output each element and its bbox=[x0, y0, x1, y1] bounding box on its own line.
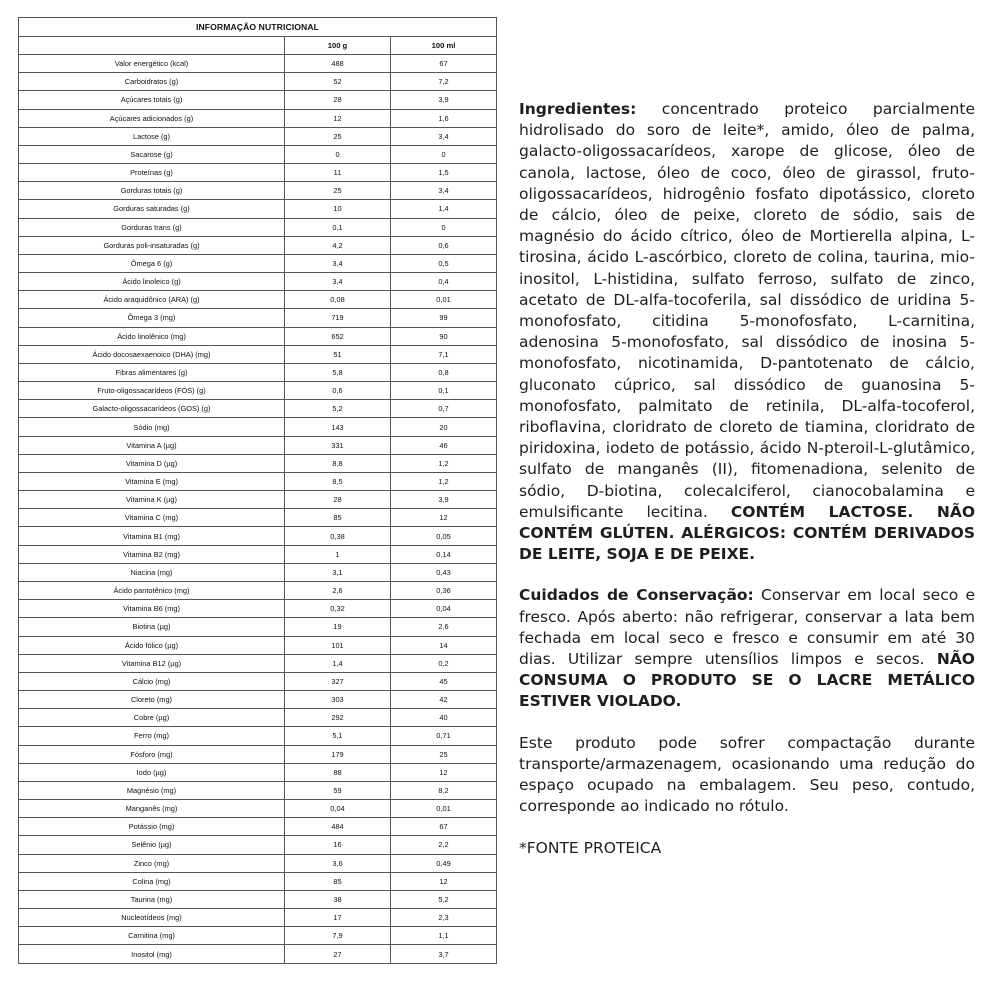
nutrient-name-cell: Nucleotídeos (mg) bbox=[19, 909, 285, 927]
per-100g-value-cell: 27 bbox=[285, 945, 391, 963]
nutrition-row bbox=[19, 55, 497, 73]
nutrition-row bbox=[19, 218, 497, 236]
per-100ml-value-cell: 0,6 bbox=[391, 236, 497, 254]
nutrition-row bbox=[19, 200, 497, 218]
nutrition-row bbox=[19, 763, 497, 781]
per-100g-value-cell: 8,5 bbox=[285, 472, 391, 490]
nutrition-row bbox=[19, 454, 497, 472]
nutrient-column-header bbox=[19, 37, 285, 55]
nutrient-name-cell: Ácido linolênico (mg) bbox=[19, 327, 285, 345]
nutrition-row bbox=[19, 890, 497, 908]
nutrition-row bbox=[19, 927, 497, 945]
per-100g-value-cell: 484 bbox=[285, 818, 391, 836]
per-100ml-value-cell: 2,2 bbox=[391, 836, 497, 854]
per-100ml-value-cell: 1,4 bbox=[391, 200, 497, 218]
nutrition-row bbox=[19, 781, 497, 799]
ingredients-text: concentrado proteico parcialmente hidrolisado do soro de leite*, amido, óleo de palma, galacto-oligossacarídeos, xarope de glicose, óleo de canola, lactose, óleo de coco, óleo de girassol, fruto-oligossacarídeos, hidrogênio fosfato dipotássico, cloreto de cálcio, óleo de peixe, cloreto de sódio, sais de magnésio do ácido cítrico, óleo de Mortierella alpina, L-tirosina, ácido L-ascórbico, cloreto de colina, taurina, mio-inositol, L-histidina, sulfato ferroso, sulfato de zinco, acetato de DL-alfa-tocoferila, sal dissódico de uridina 5-monofosfato, citidina 5-monofosfato, L-carnitina, adenosina 5-monofosfato, sal dissódico de inosina 5-monofosfato, nicotinamida, D-pantotenato de cálcio, gluconato cúprico, sal dissódico de guanosina 5-monofosfato, palmitato de retinila, DL-alfa-tocoferol, riboflavina, cloridrato de cloreto de tiamina, cloridrato de piridoxina, iodeto de potássio, ácido N-pteroil-L-glutâmico, sulfato de manganês (II), fitomenadiona, selenito de sódio, D-biotina, colecalciferol, cianocobalamina e emulsificante lecitina. bbox=[519, 100, 975, 521]
protein-source-footnote: *FONTE PROTEICA bbox=[519, 838, 662, 857]
nutrient-name-cell: Sódio (mg) bbox=[19, 418, 285, 436]
per-100ml-value-cell: 0,01 bbox=[391, 291, 497, 309]
per-100g-value-cell: 11 bbox=[285, 164, 391, 182]
nutrient-name-cell: Magnésio (mg) bbox=[19, 781, 285, 799]
per-100ml-value-cell: 90 bbox=[391, 327, 497, 345]
per-100g-value-cell: 51 bbox=[285, 345, 391, 363]
per-100ml-value-cell: 67 bbox=[391, 818, 497, 836]
per-100g-value-cell: 488 bbox=[285, 55, 391, 73]
per-100g-value-cell: 3,6 bbox=[285, 854, 391, 872]
nutrition-row bbox=[19, 363, 497, 381]
per-100g-column-header: 100 g bbox=[285, 37, 391, 55]
per-100ml-value-cell: 67 bbox=[391, 55, 497, 73]
nutrient-name-cell: Vitamina B12 (µg) bbox=[19, 654, 285, 672]
nutrition-row bbox=[19, 109, 497, 127]
per-100g-value-cell: 101 bbox=[285, 636, 391, 654]
per-100g-value-cell: 0,1 bbox=[285, 218, 391, 236]
per-100ml-value-cell: 0 bbox=[391, 218, 497, 236]
per-100ml-value-cell: 46 bbox=[391, 436, 497, 454]
nutrient-name-cell: Colina (mg) bbox=[19, 872, 285, 890]
nutrition-header-row bbox=[19, 37, 497, 55]
nutrition-table-body bbox=[19, 55, 497, 964]
nutrient-name-cell: Cloreto (mg) bbox=[19, 691, 285, 709]
per-100ml-value-cell: 0,49 bbox=[391, 854, 497, 872]
per-100ml-value-cell: 1,5 bbox=[391, 164, 497, 182]
nutrient-name-cell: Selênio (µg) bbox=[19, 836, 285, 854]
nutrient-name-cell: Carnitina (mg) bbox=[19, 927, 285, 945]
nutrient-name-cell: Ácido pantotênico (mg) bbox=[19, 581, 285, 599]
per-100ml-value-cell: 0,5 bbox=[391, 254, 497, 272]
nutrient-name-cell: Ferro (mg) bbox=[19, 727, 285, 745]
nutrition-row bbox=[19, 345, 497, 363]
per-100ml-value-cell: 2,6 bbox=[391, 618, 497, 636]
nutrient-name-cell: Ácido araquidônico (ARA) (g) bbox=[19, 291, 285, 309]
conservation-paragraph bbox=[519, 585, 975, 712]
per-100ml-value-cell: 12 bbox=[391, 763, 497, 781]
nutrition-row bbox=[19, 236, 497, 254]
nutrition-row bbox=[19, 672, 497, 690]
per-100g-value-cell: 28 bbox=[285, 91, 391, 109]
nutrient-name-cell: Açúcares adicionados (g) bbox=[19, 109, 285, 127]
nutrition-row bbox=[19, 164, 497, 182]
per-100g-value-cell: 59 bbox=[285, 781, 391, 799]
nutrition-row bbox=[19, 418, 497, 436]
nutrition-row bbox=[19, 309, 497, 327]
nutrient-name-cell: Fruto-oligossacarídeos (FOS) (g) bbox=[19, 382, 285, 400]
nutrient-name-cell: Galacto-oligossacarídeos (GOS) (g) bbox=[19, 400, 285, 418]
nutrient-name-cell: Biotina (µg) bbox=[19, 618, 285, 636]
nutrition-row bbox=[19, 909, 497, 927]
per-100g-value-cell: 2,6 bbox=[285, 581, 391, 599]
nutrient-name-cell: Lactose (g) bbox=[19, 127, 285, 145]
nutrient-name-cell: Ácido fólico (µg) bbox=[19, 636, 285, 654]
per-100g-value-cell: 28 bbox=[285, 491, 391, 509]
per-100g-value-cell: 88 bbox=[285, 763, 391, 781]
per-100ml-value-cell: 8,2 bbox=[391, 781, 497, 799]
per-100g-value-cell: 303 bbox=[285, 691, 391, 709]
nutrient-name-cell: Taurina (mg) bbox=[19, 890, 285, 908]
nutrient-name-cell: Proteínas (g) bbox=[19, 164, 285, 182]
per-100g-value-cell: 8,8 bbox=[285, 454, 391, 472]
per-100g-value-cell: 5,1 bbox=[285, 727, 391, 745]
nutrition-row bbox=[19, 818, 497, 836]
nutrition-row bbox=[19, 400, 497, 418]
nutrient-name-cell: Sacarose (g) bbox=[19, 145, 285, 163]
nutrition-row bbox=[19, 727, 497, 745]
per-100ml-value-cell: 0,14 bbox=[391, 545, 497, 563]
per-100ml-value-cell: 3,9 bbox=[391, 491, 497, 509]
nutrition-row bbox=[19, 581, 497, 599]
nutrient-name-cell: Vitamina B1 (mg) bbox=[19, 527, 285, 545]
nutrition-row bbox=[19, 509, 497, 527]
per-100g-value-cell: 17 bbox=[285, 909, 391, 927]
nutrition-row bbox=[19, 472, 497, 490]
per-100ml-value-cell: 14 bbox=[391, 636, 497, 654]
nutrition-row bbox=[19, 600, 497, 618]
nutrition-row bbox=[19, 145, 497, 163]
per-100ml-value-cell: 25 bbox=[391, 745, 497, 763]
per-100ml-value-cell: 3,4 bbox=[391, 127, 497, 145]
per-100ml-value-cell: 0,04 bbox=[391, 600, 497, 618]
compaction-note: Este produto pode sofrer compactação durante transporte/armazenagem, ocasionando uma redução do espaço ocupado na embalagem. Seu peso, contudo, corresponde ao indicado no rótulo. bbox=[519, 733, 975, 816]
nutrient-name-cell: Potássio (mg) bbox=[19, 818, 285, 836]
per-100ml-value-cell: 0 bbox=[391, 145, 497, 163]
nutrition-row bbox=[19, 654, 497, 672]
nutrition-row bbox=[19, 745, 497, 763]
nutrition-row bbox=[19, 636, 497, 654]
per-100g-value-cell: 5,8 bbox=[285, 363, 391, 381]
per-100g-value-cell: 0,04 bbox=[285, 800, 391, 818]
nutrient-name-cell: Valor energético (kcal) bbox=[19, 55, 285, 73]
nutrition-row bbox=[19, 709, 497, 727]
per-100ml-value-cell: 12 bbox=[391, 509, 497, 527]
per-100g-value-cell: 327 bbox=[285, 672, 391, 690]
per-100g-value-cell: 0,08 bbox=[285, 291, 391, 309]
nutrient-name-cell: Ácido linoleico (g) bbox=[19, 273, 285, 291]
nutrient-name-cell: Fibras alimentares (g) bbox=[19, 363, 285, 381]
per-100g-value-cell: 0 bbox=[285, 145, 391, 163]
per-100ml-value-cell: 0,4 bbox=[391, 273, 497, 291]
per-100ml-value-cell: 0,2 bbox=[391, 654, 497, 672]
per-100g-value-cell: 0,38 bbox=[285, 527, 391, 545]
per-100g-value-cell: 331 bbox=[285, 436, 391, 454]
nutrition-row bbox=[19, 127, 497, 145]
per-100ml-value-cell: 0,8 bbox=[391, 363, 497, 381]
per-100g-value-cell: 652 bbox=[285, 327, 391, 345]
per-100ml-value-cell: 1,6 bbox=[391, 109, 497, 127]
per-100g-value-cell: 38 bbox=[285, 890, 391, 908]
per-100g-value-cell: 85 bbox=[285, 872, 391, 890]
per-100g-value-cell: 52 bbox=[285, 73, 391, 91]
nutrient-name-cell: Niacina (mg) bbox=[19, 563, 285, 581]
nutrition-row bbox=[19, 382, 497, 400]
per-100g-value-cell: 179 bbox=[285, 745, 391, 763]
nutrition-row bbox=[19, 854, 497, 872]
per-100ml-value-cell: 99 bbox=[391, 309, 497, 327]
nutrition-row bbox=[19, 436, 497, 454]
nutrient-name-cell: Gorduras saturadas (g) bbox=[19, 200, 285, 218]
nutrient-name-cell: Açúcares totais (g) bbox=[19, 91, 285, 109]
per-100ml-value-cell: 45 bbox=[391, 672, 497, 690]
nutrition-row bbox=[19, 254, 497, 272]
per-100ml-value-cell: 0,36 bbox=[391, 581, 497, 599]
nutrition-row bbox=[19, 691, 497, 709]
nutrient-name-cell: Gorduras poli-insaturadas (g) bbox=[19, 236, 285, 254]
nutrition-row bbox=[19, 836, 497, 854]
nutrition-table-title: INFORMAÇÃO NUTRICIONAL bbox=[19, 18, 497, 37]
ingredients-paragraph bbox=[519, 99, 975, 565]
per-100ml-value-cell: 1,1 bbox=[391, 927, 497, 945]
nutrient-name-cell: Ômega 3 (mg) bbox=[19, 309, 285, 327]
allergen-warning: CONTÉM LACTOSE. NÃO CONTÉM GLÚTEN. ALÉRGICOS: CONTÉM DERIVADOS DE LEITE, SOJA E DE PEIXE. bbox=[519, 502, 975, 564]
nutrient-name-cell: Vitamina A (µg) bbox=[19, 436, 285, 454]
per-100g-value-cell: 1 bbox=[285, 545, 391, 563]
nutrition-row bbox=[19, 291, 497, 309]
conservation-label: Cuidados de Conservação: bbox=[519, 586, 754, 605]
per-100g-value-cell: 5,2 bbox=[285, 400, 391, 418]
per-100ml-value-cell: 2,3 bbox=[391, 909, 497, 927]
seal-warning: NÃO CONSUMA O PRODUTO SE O LACRE METÁLICO ESTIVER VIOLADO. bbox=[519, 650, 975, 711]
per-100ml-value-cell: 40 bbox=[391, 709, 497, 727]
per-100ml-value-cell: 5,2 bbox=[391, 890, 497, 908]
nutrition-row bbox=[19, 872, 497, 890]
per-100ml-value-cell: 1,2 bbox=[391, 472, 497, 490]
nutrition-row bbox=[19, 618, 497, 636]
nutrition-row bbox=[19, 491, 497, 509]
nutrition-row bbox=[19, 545, 497, 563]
per-100g-value-cell: 10 bbox=[285, 200, 391, 218]
nutrient-name-cell: Vitamina B2 (mg) bbox=[19, 545, 285, 563]
per-100g-value-cell: 143 bbox=[285, 418, 391, 436]
per-100g-value-cell: 85 bbox=[285, 509, 391, 527]
per-100ml-value-cell: 0,05 bbox=[391, 527, 497, 545]
nutrition-facts-table bbox=[18, 17, 497, 964]
nutrient-name-cell: Manganês (mg) bbox=[19, 800, 285, 818]
per-100ml-value-cell: 3,7 bbox=[391, 945, 497, 963]
per-100ml-value-cell: 42 bbox=[391, 691, 497, 709]
nutrient-name-cell: Gorduras totais (g) bbox=[19, 182, 285, 200]
per-100g-value-cell: 25 bbox=[285, 127, 391, 145]
nutrient-name-cell: Iodo (µg) bbox=[19, 763, 285, 781]
nutrition-row bbox=[19, 273, 497, 291]
per-100g-value-cell: 3,1 bbox=[285, 563, 391, 581]
nutrient-name-cell: Vitamina K (µg) bbox=[19, 491, 285, 509]
per-100ml-value-cell: 7,1 bbox=[391, 345, 497, 363]
per-100g-value-cell: 3,4 bbox=[285, 254, 391, 272]
per-100ml-value-cell: 1,2 bbox=[391, 454, 497, 472]
per-100g-value-cell: 12 bbox=[285, 109, 391, 127]
nutrition-row bbox=[19, 945, 497, 963]
nutrient-name-cell: Zinco (mg) bbox=[19, 854, 285, 872]
nutrition-row bbox=[19, 73, 497, 91]
per-100g-value-cell: 7,9 bbox=[285, 927, 391, 945]
label-text-panel bbox=[519, 99, 975, 879]
per-100g-value-cell: 4,2 bbox=[285, 236, 391, 254]
per-100g-value-cell: 292 bbox=[285, 709, 391, 727]
nutrient-name-cell: Vitamina E (mg) bbox=[19, 472, 285, 490]
conservation-text: Conservar em local seco e fresco. Após aberto: não refrigerar, conservar a lata bem fechada em local seco e fresco e consumir em até 30 dias. Utilizar sempre utensílios limpos e secos. bbox=[519, 586, 975, 669]
nutrient-name-cell: Fósforo (mg) bbox=[19, 745, 285, 763]
per-100g-value-cell: 3,4 bbox=[285, 273, 391, 291]
nutrient-name-cell: Vitamina B6 (mg) bbox=[19, 600, 285, 618]
nutrient-name-cell: Ácido docosaexaenoico (DHA) (mg) bbox=[19, 345, 285, 363]
per-100ml-value-cell: 0,7 bbox=[391, 400, 497, 418]
per-100ml-value-cell: 0,1 bbox=[391, 382, 497, 400]
nutrient-name-cell: Gorduras trans (g) bbox=[19, 218, 285, 236]
per-100ml-value-cell: 3,4 bbox=[391, 182, 497, 200]
nutrition-row bbox=[19, 182, 497, 200]
per-100g-value-cell: 25 bbox=[285, 182, 391, 200]
nutrient-name-cell: Cálcio (mg) bbox=[19, 672, 285, 690]
ingredients-label: Ingredientes: bbox=[519, 100, 637, 118]
nutrition-row bbox=[19, 800, 497, 818]
nutrient-name-cell: Cobre (µg) bbox=[19, 709, 285, 727]
nutrition-row bbox=[19, 327, 497, 345]
per-100g-value-cell: 19 bbox=[285, 618, 391, 636]
nutrient-name-cell: Vitamina C (mg) bbox=[19, 509, 285, 527]
nutrition-row bbox=[19, 91, 497, 109]
nutrition-row bbox=[19, 563, 497, 581]
per-100ml-value-cell: 7,2 bbox=[391, 73, 497, 91]
per-100ml-value-cell: 20 bbox=[391, 418, 497, 436]
per-100g-value-cell: 1,4 bbox=[285, 654, 391, 672]
per-100g-value-cell: 0,6 bbox=[285, 382, 391, 400]
nutrient-name-cell: Ômega 6 (g) bbox=[19, 254, 285, 272]
nutrient-name-cell: Carboidratos (g) bbox=[19, 73, 285, 91]
per-100ml-value-cell: 0,71 bbox=[391, 727, 497, 745]
nutrient-name-cell: Inositol (mg) bbox=[19, 945, 285, 963]
per-100ml-column-header: 100 ml bbox=[391, 37, 497, 55]
per-100g-value-cell: 719 bbox=[285, 309, 391, 327]
per-100ml-value-cell: 3,9 bbox=[391, 91, 497, 109]
per-100g-value-cell: 16 bbox=[285, 836, 391, 854]
per-100g-value-cell: 0,32 bbox=[285, 600, 391, 618]
per-100ml-value-cell: 12 bbox=[391, 872, 497, 890]
per-100ml-value-cell: 0,01 bbox=[391, 800, 497, 818]
nutrient-name-cell: Vitamina D (µg) bbox=[19, 454, 285, 472]
per-100ml-value-cell: 0,43 bbox=[391, 563, 497, 581]
nutrition-row bbox=[19, 527, 497, 545]
